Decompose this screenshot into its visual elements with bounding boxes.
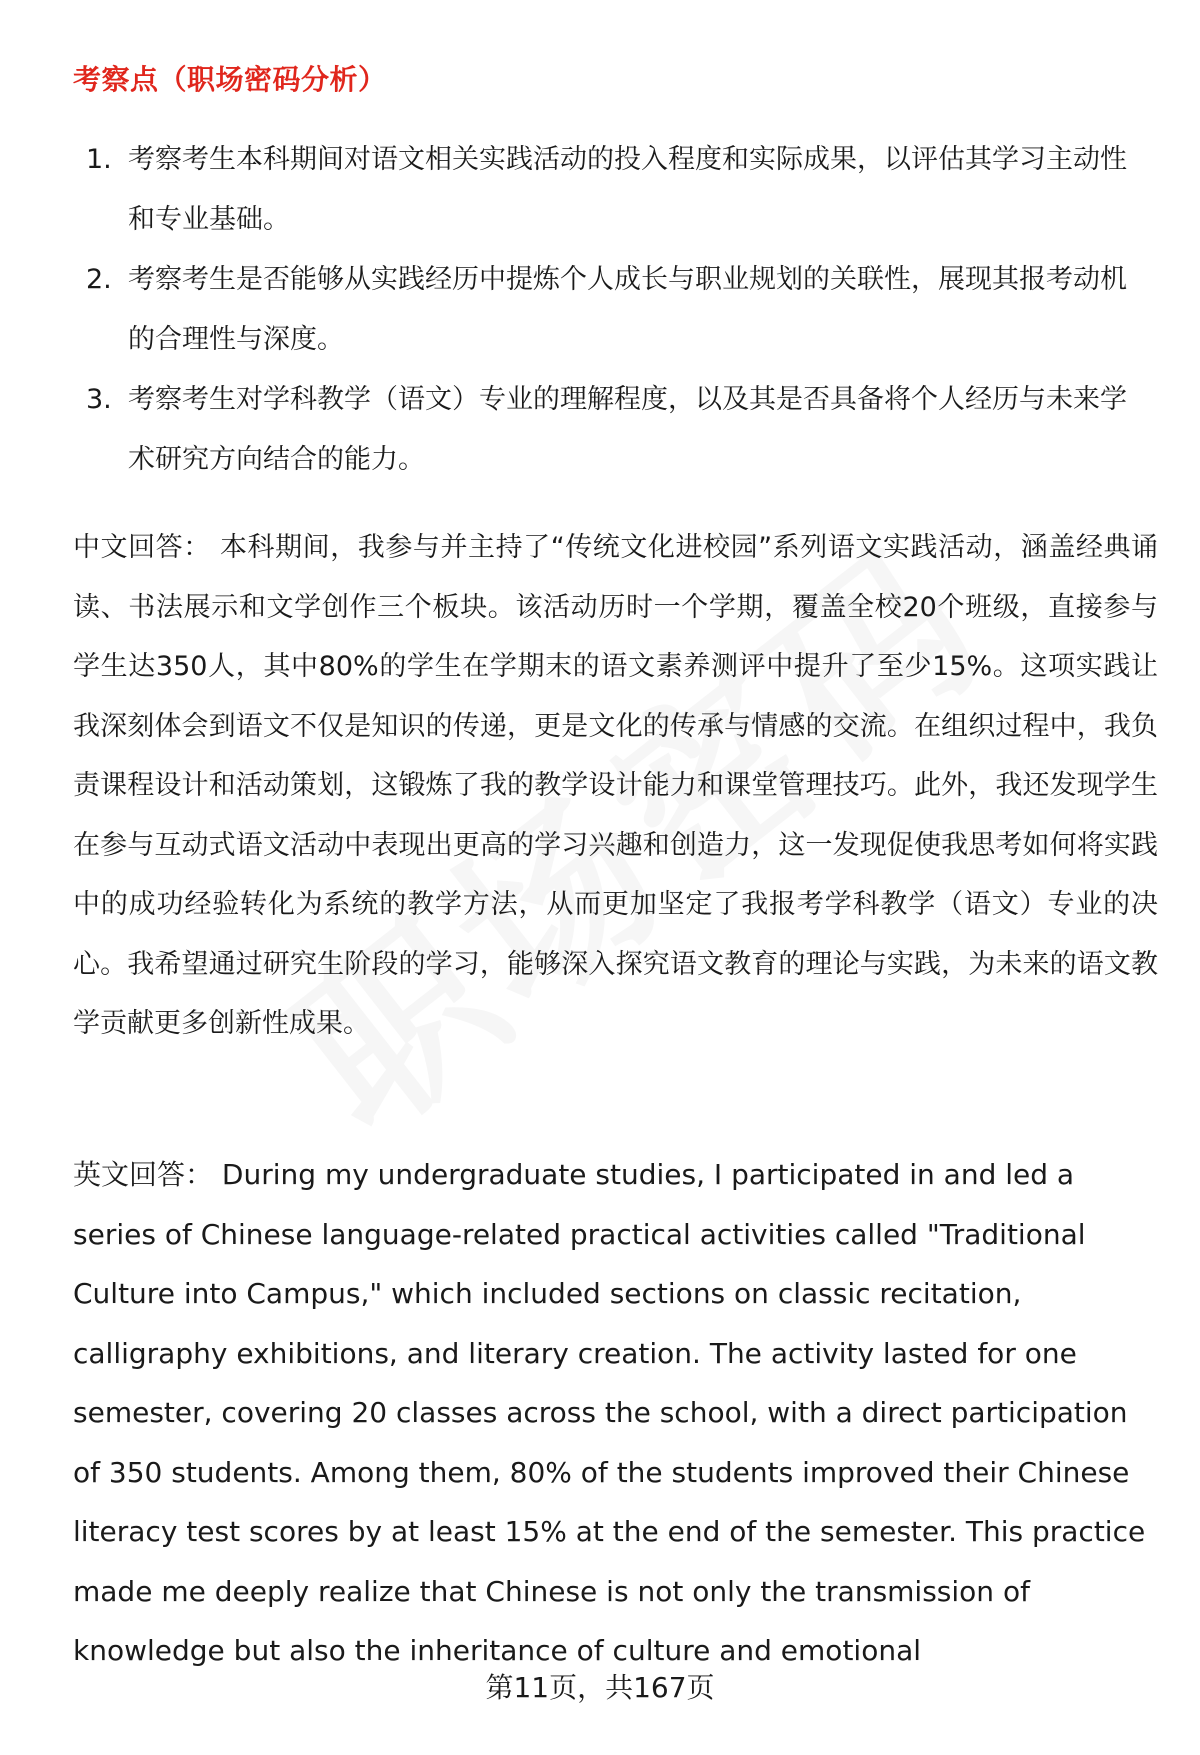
point-text: 考察考生是否能够从实践经历中提炼个人成长与职业规划的关联性，展现其报考动机的合理性与深度。: [128, 264, 1127, 355]
assessment-points-list: [73, 130, 1153, 490]
page-number-footer: 第11页，共167页: [485, 1671, 715, 1704]
point-number: 2.: [86, 264, 112, 295]
assessment-point-2: [73, 250, 1153, 370]
point-number: 1.: [86, 144, 112, 175]
point-number: 3.: [86, 384, 112, 415]
chinese-answer-paragraph: [73, 518, 1158, 1054]
point-text: 考察考生对学科教学（语文）专业的理解程度，以及其是否具备将个人经历与未来学术研究方向结合的能力。: [128, 384, 1127, 475]
point-text: 考察考生本科期间对语文相关实践活动的投入程度和实际成果，以评估其学习主动性和专业基础。: [128, 144, 1127, 235]
english-answer-text: During my undergraduate studies, I participated in and led a series of Chinese language-related practical activities called "Traditional Culture into Campus," which included sections on classic recitation, calligraphy exhibitions, and literary creation. The activity lasted for one semester, covering 20 classes across the school, with a direct participation of 350 students. Among them, 80% of the students improved their Chinese literacy test scores by at least 15% at the end of the semester. This practice made me deeply realize that Chinese is not only the transmission of knowledge but also the inheritance of culture and emotional: [73, 1158, 1146, 1667]
section-heading: 考察点（职场密码分析）: [73, 63, 387, 96]
english-answer-label: 英文回答：: [73, 1158, 214, 1191]
english-answer-paragraph: [73, 1145, 1158, 1681]
assessment-point-3: [73, 370, 1153, 490]
chinese-answer-label: 中文回答：: [73, 532, 211, 563]
chinese-answer-text: 本科期间，我参与并主持了“传统文化进校园”系列语文实践活动，涵盖经典诵读、书法展示和文学创作三个板块。该活动历时一个学期，覆盖全校20个班级，直接参与学生达350人，其中80%的学生在学期末的语文素养测评中提升了至少15%。这项实践让我深刻体会到语文不仅是知识的传递，更是文化的传承与情感的交流。在组织过程中，我负责课程设计和活动策划，这锻炼了我的教学设计能力和课堂管理技巧。此外，我还发现学生在参与互动式语文活动中表现出更高的学习兴趣和创造力，这一发现促使我思考如何将实践中的成功经验转化为系统的教学方法，从而更加坚定了我报考学科教学（语文）专业的决心。我希望通过研究生阶段的学习，能够深入探究语文教育的理论与实践，为未来的语文教学贡献更多创新性成果。: [73, 532, 1159, 1039]
assessment-point-1: [73, 130, 1153, 250]
